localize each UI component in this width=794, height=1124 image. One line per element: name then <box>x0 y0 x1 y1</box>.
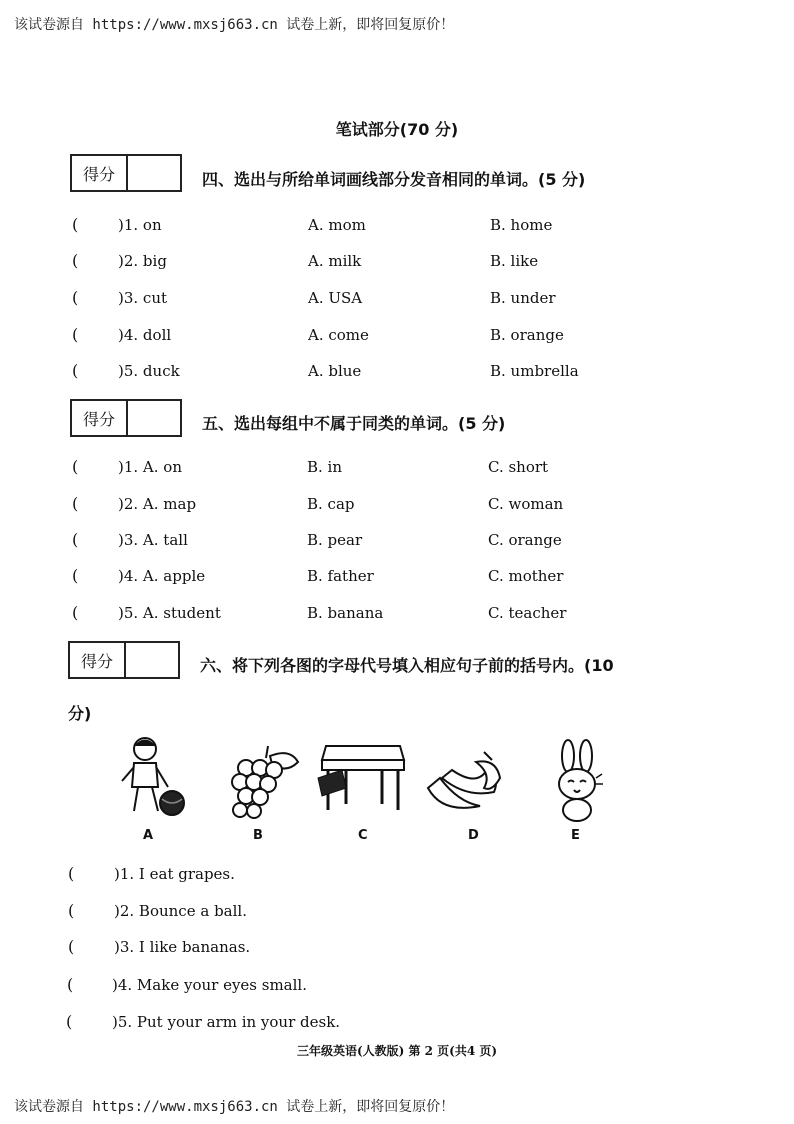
question-stem: )1. A. on <box>118 458 182 476</box>
sentence: )4. Make your eyes small. <box>112 976 307 994</box>
option-c: C. woman <box>488 495 564 513</box>
option-c: C. teacher <box>488 604 567 622</box>
question-stem: )5. A. student <box>118 604 221 622</box>
page-title: 笔试部分(70 分) <box>335 120 459 139</box>
answer-paren: ( <box>66 1012 73 1031</box>
answer-paren: ( <box>72 251 79 270</box>
answer-paren: ( <box>72 494 79 513</box>
answer-paren: ( <box>72 361 79 380</box>
option-b: B. orange <box>490 326 564 344</box>
question-stem: )1. on <box>118 216 162 234</box>
section6-heading-cont: 分) <box>68 704 92 723</box>
section5-heading: 五、选出每组中不属于同类的单词。(5 分) <box>202 414 506 433</box>
question-stem: )3. A. tall <box>118 531 188 549</box>
sentence: )2. Bounce a ball. <box>114 902 247 920</box>
option-b: B. father <box>307 567 374 585</box>
question-stem: )2. big <box>118 252 167 270</box>
section4-heading: 四、选出与所给单词画线部分发音相同的单词。(5 分) <box>202 170 586 189</box>
answer-paren: ( <box>68 937 75 956</box>
answer-paren: ( <box>68 901 75 920</box>
option-b: B. like <box>490 252 539 270</box>
desk-icon <box>316 740 408 820</box>
score-box-section6 <box>68 641 180 679</box>
question-stem: )4. doll <box>118 326 172 344</box>
sentence: )3. I like bananas. <box>114 938 251 956</box>
option-c: C. mother <box>488 567 564 585</box>
question-stem: )3. cut <box>118 289 168 307</box>
option-b: B. banana <box>307 604 384 622</box>
bananas-icon <box>422 748 506 818</box>
picture-label: B <box>253 828 263 843</box>
option-c: C. orange <box>488 531 562 549</box>
answer-paren: ( <box>68 864 75 883</box>
option-b: B. pear <box>307 531 363 549</box>
option-c: C. short <box>488 458 549 476</box>
option-a: A. come <box>308 326 369 344</box>
score-label: 得分 <box>72 156 128 190</box>
grapes-icon <box>228 740 304 824</box>
answer-paren: ( <box>72 457 79 476</box>
answer-paren: ( <box>72 603 79 622</box>
option-b: B. home <box>490 216 553 234</box>
sentence: )5. Put your arm in your desk. <box>112 1013 341 1031</box>
answer-paren: ( <box>72 325 79 344</box>
section6-heading: 六、将下列各图的字母代号填入相应句子前的括号内。(10 <box>200 656 614 675</box>
page-footer: 三年级英语(人教版) 第 2 页(共4 页) <box>296 1044 498 1058</box>
score-label: 得分 <box>72 401 128 435</box>
answer-paren: ( <box>67 975 74 994</box>
source-banner-bottom: 该试卷源自 https://www.mxsj663.cn 试卷上新，即将回复原价！ <box>14 1099 455 1115</box>
picture-label: C <box>358 828 368 843</box>
picture-label: D <box>468 828 479 843</box>
option-a: A. USA <box>308 289 363 307</box>
score-label: 得分 <box>70 643 126 677</box>
question-stem: )5. duck <box>118 362 180 380</box>
option-a: A. mom <box>308 216 366 234</box>
score-box-section5 <box>70 399 182 437</box>
sentence: )1. I eat grapes. <box>114 865 235 883</box>
answer-paren: ( <box>72 215 79 234</box>
option-b: B. under <box>490 289 556 307</box>
option-a: A. milk <box>308 252 362 270</box>
option-b: B. in <box>307 458 343 476</box>
option-b: B. cap <box>307 495 355 513</box>
question-stem: )4. A. apple <box>118 567 206 585</box>
option-b: B. umbrella <box>490 362 579 380</box>
score-box-section4 <box>70 154 182 192</box>
rabbit-icon <box>550 738 606 824</box>
answer-paren: ( <box>72 530 79 549</box>
answer-paren: ( <box>72 288 79 307</box>
boy-bouncing-ball-icon <box>112 735 192 823</box>
option-a: A. blue <box>308 362 362 380</box>
picture-label: A <box>143 828 154 843</box>
picture-label: E <box>571 828 580 843</box>
answer-paren: ( <box>72 566 79 585</box>
question-stem: )2. A. map <box>118 495 197 513</box>
source-banner-top: 该试卷源自 https://www.mxsj663.cn 试卷上新，即将回复原价！ <box>14 17 455 33</box>
